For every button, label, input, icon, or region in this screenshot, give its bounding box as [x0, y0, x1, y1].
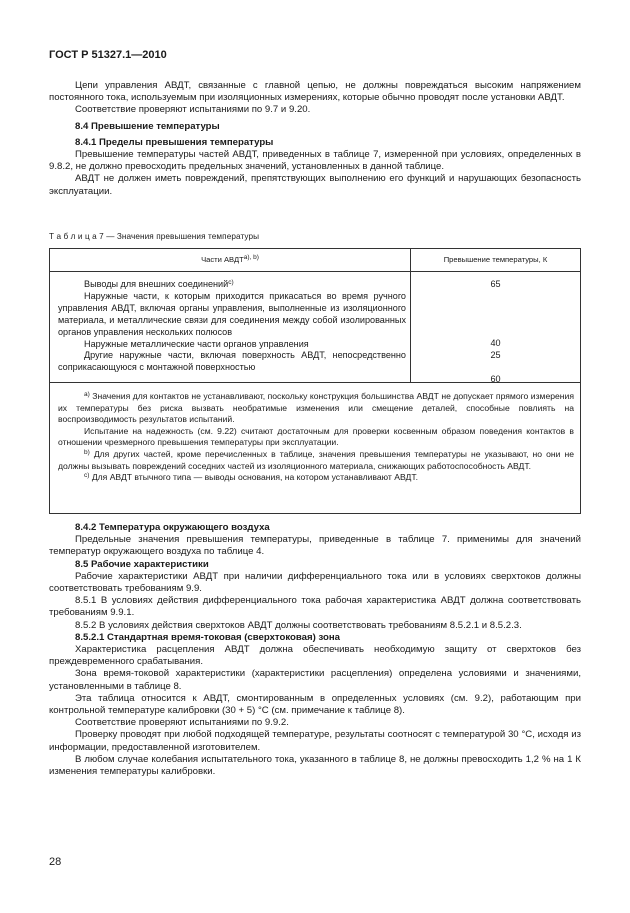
section-8-4-1-p1: Превышение температуры частей АВДТ, приведенных в таблице 7, измеренной при условиях, определенных в 9.8.2, не должно превосходить предельных значений, установленных в данной таблице.	[49, 149, 581, 173]
table-notes	[58, 391, 574, 484]
table-value: 65	[490, 279, 501, 289]
table-value: 25	[490, 350, 501, 361]
section-8-4-1-p2: АВДТ не должен иметь повреждений, препятствующих выполнению его функций и нарушающих безопасность эксплуатации.	[49, 173, 581, 197]
table-rows	[58, 279, 406, 374]
section-8-4-1-title: 8.4.1 Пределы превышения температуры	[75, 136, 274, 148]
table-value: 40	[490, 338, 501, 349]
section-8-5-p1: Рабочие характеристики АВДТ при наличии дифференциального тока или в условиях сверхтоков должны соответствовать требованиям 9.9.	[49, 570, 581, 595]
section-8-4-2-title: 8.4.2 Температура окружающего воздуха	[75, 522, 270, 533]
page-number: 28	[49, 856, 62, 868]
section-8-5-2-1-p2: Зона время-токовой характеристики (характеристики расцепления) определена условиями и значениями, установленными в таблице 8.	[49, 668, 581, 692]
section-8-5-1: 8.5.1 В условиях действия дифференциального тока рабочая характеристика АВДТ должна соответствовать требованиям 9.9.1.	[49, 595, 581, 619]
intro-block	[49, 80, 581, 198]
table-row: Другие наружные части, включая поверхность АВДТ, непосредственно соприкасающуюся с монтажной поверхностью	[58, 350, 406, 373]
section-8-5-title: 8.5 Рабочие характеристики	[75, 558, 209, 570]
section-8-5-2: 8.5.2 В условиях действия сверхтоков АВДТ должны соответствовать требованиям 8.5.2.1 и 8.5.2.3.	[75, 619, 522, 631]
table-note: $^{a)}$ Значения для контактов не устанавливают, поскольку конструкция большинства АВДТ не допускает прямого измерения их температуры без риска вызвать необратимые изменения или смещение деталей, способные повлиять на воспроизводимость результатов испытаний.	[58, 391, 574, 425]
lower-block	[49, 522, 581, 778]
table-note: $^{b)}$ Для других частей, кроме перечисленных в таблице, значения превышения температуры не указывают, но они не должны вызывать повреждений соседних частей из изоляционного материала, снижающих работоспособность АВДТ.	[58, 448, 574, 471]
section-8-5-2-1-p5: Проверку проводят при любой подходящей температуре, результаты соотносят с температурой 30 °С, исходя из информации, предоставленной изготовителем.	[49, 729, 581, 753]
section-8-4-2-paragraph: Предельные значения превышения температуры, приведенные в таблице 7. применимы для значений температур окружающего воздуха по таблице 4.	[49, 534, 581, 558]
intro-paragraph: Цепи управления АВДТ, связанные с главной цепью, не должны повреждаться высоким напряжением постоянного тока, используемым при изоляционных измерениях, которые обычно проводят после установки АВДТ.	[49, 80, 581, 104]
section-8-5-2-1-p4: Соответствие проверяют испытаниями по 9.9.2.	[75, 717, 289, 729]
temperature-table	[49, 248, 581, 514]
section-8-5-2-1-title: 8.5.2.1 Стандартная время-токовая (сверхтоковая) зона	[75, 631, 340, 643]
section-8-5-2-1-p3: Эта таблица относится к АВДТ, смонтированным в определенных условиях (см. 9.2), работающим при контрольной температуре калибровки (30 + 5) °С (см. примечание к таблице 8).	[49, 692, 581, 717]
table-note: Испытание на надежность (см. 9.22) считают достаточным для проверки косвенным образом поведения контактов в отношении чрезмерного превышения температуры при эксплуатации.	[58, 425, 574, 448]
table-caption: Т а б л и ц а 7 — Значения превышения температуры	[49, 232, 260, 241]
intro-compliance: Соответствие проверяют испытаниями по 9.7 и 9.20.	[75, 104, 311, 116]
table-header-temperature: Превышение температуры, К	[411, 249, 580, 272]
table-note: $^{c)}$ Для АВДТ втычного типа — выводы основания, на котором устанавливают АВДТ.	[84, 472, 419, 483]
table-value: 60	[490, 374, 501, 385]
section-8-5-2-1-p6: В любом случае колебания испытательного тока, указанного в таблице 8, не должны превосходить 1,2 % на 1 К изменения температуры калибровки.	[49, 753, 581, 778]
section-8-4-title: 8.4 Превышение температуры	[75, 120, 220, 132]
table-row: Наружные части, к которым приходится прикасаться во время ручного управления АВДТ, включая органы управления, выполненные из изоляционного материала, и металлические связи для соединения между собой изолированных органов управления нескольких полюсов	[58, 290, 406, 337]
table-values	[411, 279, 580, 386]
table-row: Наружные металлические части органов управления	[84, 338, 309, 349]
table-row: Выводы для внешних соединений$^{c)}$	[84, 279, 234, 289]
section-8-5-2-1-p1: Характеристика расцепления АВДТ должна обеспечивать необходимую защиту от сверхтоков без преждевременного срабатывания.	[49, 644, 581, 668]
table-header-parts: Части $АВДТ^{а), b)}$	[50, 249, 411, 272]
document-header: ГОСТ Р 51327.1—2010	[49, 49, 167, 61]
